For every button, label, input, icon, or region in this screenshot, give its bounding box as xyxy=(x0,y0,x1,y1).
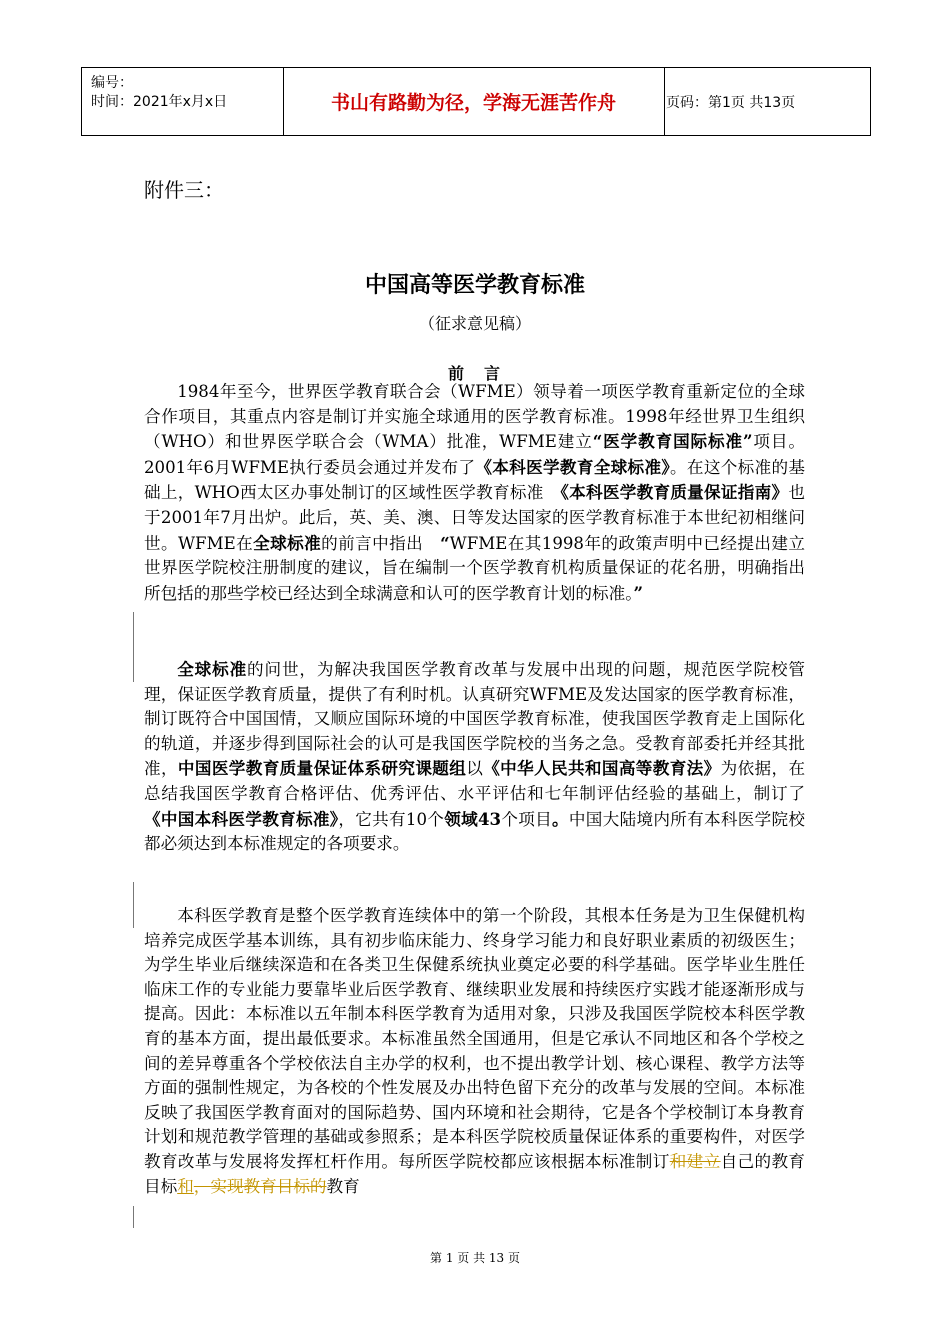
document-title: 中国高等医学教育标准 xyxy=(364,273,585,298)
text-run: 的问世，为解决我国医学教育改革与发展中出现的问题，规范医学院校管理，保证医学教育质量，提供了有利时机。认真研究WFME及发达国家的医学教育标准，制订既符合中国国情，又顺应国际环境的中国医学教育标准，使我国医学教育走上国际化的轨道，并逐步得到国际社会的认可是我国医学院校的当务之急。受教育部委托并经其批准， xyxy=(144,660,806,779)
text-run: 项目。2001年6月WFME执行委员会通过并发布了 xyxy=(144,432,805,477)
bold-run: 全球标准 xyxy=(253,532,322,553)
deleted-text: ，实现教育目标的 xyxy=(193,1176,327,1196)
deleted-text: 和建立 xyxy=(669,1151,721,1171)
text-run: 个项目 xyxy=(501,809,553,829)
bold-run: “医学教育国际标准” xyxy=(592,431,753,452)
text-run: 中国大陆境内所有本科医学院校都必须达到本标准规定的各项要求。 xyxy=(144,809,806,854)
text-run: 的前言中指出 xyxy=(321,533,441,553)
text-run: 为依据，在总结我国医学教育合格评估、优秀评估、水平评估和七年制评估经验的基础上，制订了 xyxy=(144,759,806,803)
paragraph-1 xyxy=(144,380,805,606)
document-subtitle: （征求意见稿） xyxy=(418,314,531,333)
bold-run: 。 xyxy=(552,808,569,829)
bold-run: 《本科医学教育质量保证指南》 xyxy=(560,482,789,503)
text-run: WFME在其1998年的政策声明中已经提出建立世界医学院校注册制度的建议，旨在编制一个医学教育机构质量保证的花名册，明确指出所包括的那些学校已经达到全球满意和认可的医学教育计划的标准。 xyxy=(144,533,806,603)
header-motto: 书山有路勤为径，学海无涯苦作舟 xyxy=(330,92,616,114)
header-divider xyxy=(664,68,665,135)
bold-run: 全球标准 xyxy=(177,659,248,679)
bold-run: ” xyxy=(633,582,644,603)
revision-bar xyxy=(133,882,134,928)
text-run: 1984年至今，世界医学教育联合会（WFME）领导着一项医学教育重新定位的全球合作项目，其重点内容是制订并实施全球通用的医学教育标准。1998年经世界卫生组织（WHO）和世界医学联合会（WMA）批准，WFME建立 xyxy=(144,382,805,452)
bold-run: 领域43 xyxy=(444,808,502,829)
paragraph-2 xyxy=(144,657,805,857)
annex-label: 附件三： xyxy=(144,178,224,202)
time-label: 时间：2021年x月x日 xyxy=(91,94,228,110)
text-run: 本科医学教育是整个医学教育连续体中的第一个阶段，其根本任务是为卫生保健机构培养完成医学基本训练，具有初步临床能力、终身学习能力和良好职业素质的初级医生；为学生毕业后继续深造和在各类卫生保健系统执业奠定必要的科学基础。医学毕业生胜任临床工作的专业能力要靠毕业后医学教育、继续职业发展和持续医疗实践才能逐渐形成与提高。因此：本标准以五年制本科医学教育为适用对象，只涉及我国医学院校本科医学教育的基本方面，提出最低要求。本标准虽然全国通用，但是它承认不同地区和各个学校之间的差异尊重各个学校依法自主办学的权利，也不提出教学计划、核心课程、教学方法等方面的强制性规定，为各校的个性发展及办出特色留下充分的改革与发展的空间。本标准反映了我国医学教育面对的国际趋势、国内环境和社会期待，它是各个学校制订本身教育计划和规范教学管理的基础或参照系；是本科医学院校质量保证体系的重要构件，对医学教育改革与发展将发挥杠杆作用。每所医学院校都应该根据本标准制订 xyxy=(144,906,805,1171)
inserted-text: 和 xyxy=(177,1176,194,1196)
text-run: 。在这个标准的基础上，WHO西太区办事处制订的区域性医学教育标准 xyxy=(144,457,806,503)
text-run: 也于2001年7月出炉。此后，英、美、澳、日等发达国家的医学教育标准于本世纪初相继问世。WFME在 xyxy=(144,483,805,553)
paragraph-3 xyxy=(144,904,805,1199)
header-page-info: 页码：第1页 共13页 xyxy=(666,94,796,111)
bold-run: 《中国本科医学教育标准》 xyxy=(144,808,339,829)
number-label: 编号： xyxy=(91,75,133,91)
text-run: 自己的教育目标 xyxy=(144,1151,806,1196)
text-run: 教育 xyxy=(326,1176,360,1196)
revision-bar xyxy=(133,1206,134,1228)
header-meta xyxy=(91,74,227,112)
preface-heading: 前 言 xyxy=(447,364,502,383)
bold-run: 中国医学教育质量保证体系研究课题组 xyxy=(177,758,467,779)
page-footer: 第 1 页 共 13 页 xyxy=(430,1251,520,1265)
bold-run: 《中华人民共和国高等教育法》 xyxy=(483,758,721,779)
bold-run: “ xyxy=(440,532,450,553)
text-run: ，它共有10个 xyxy=(338,809,445,829)
text-run: 以 xyxy=(466,759,484,779)
header-divider xyxy=(870,68,871,135)
bold-run: 《本科医学教育全球标准》 xyxy=(475,456,671,477)
header-divider xyxy=(81,68,82,135)
revision-bar xyxy=(133,612,134,682)
header-table xyxy=(81,67,871,136)
